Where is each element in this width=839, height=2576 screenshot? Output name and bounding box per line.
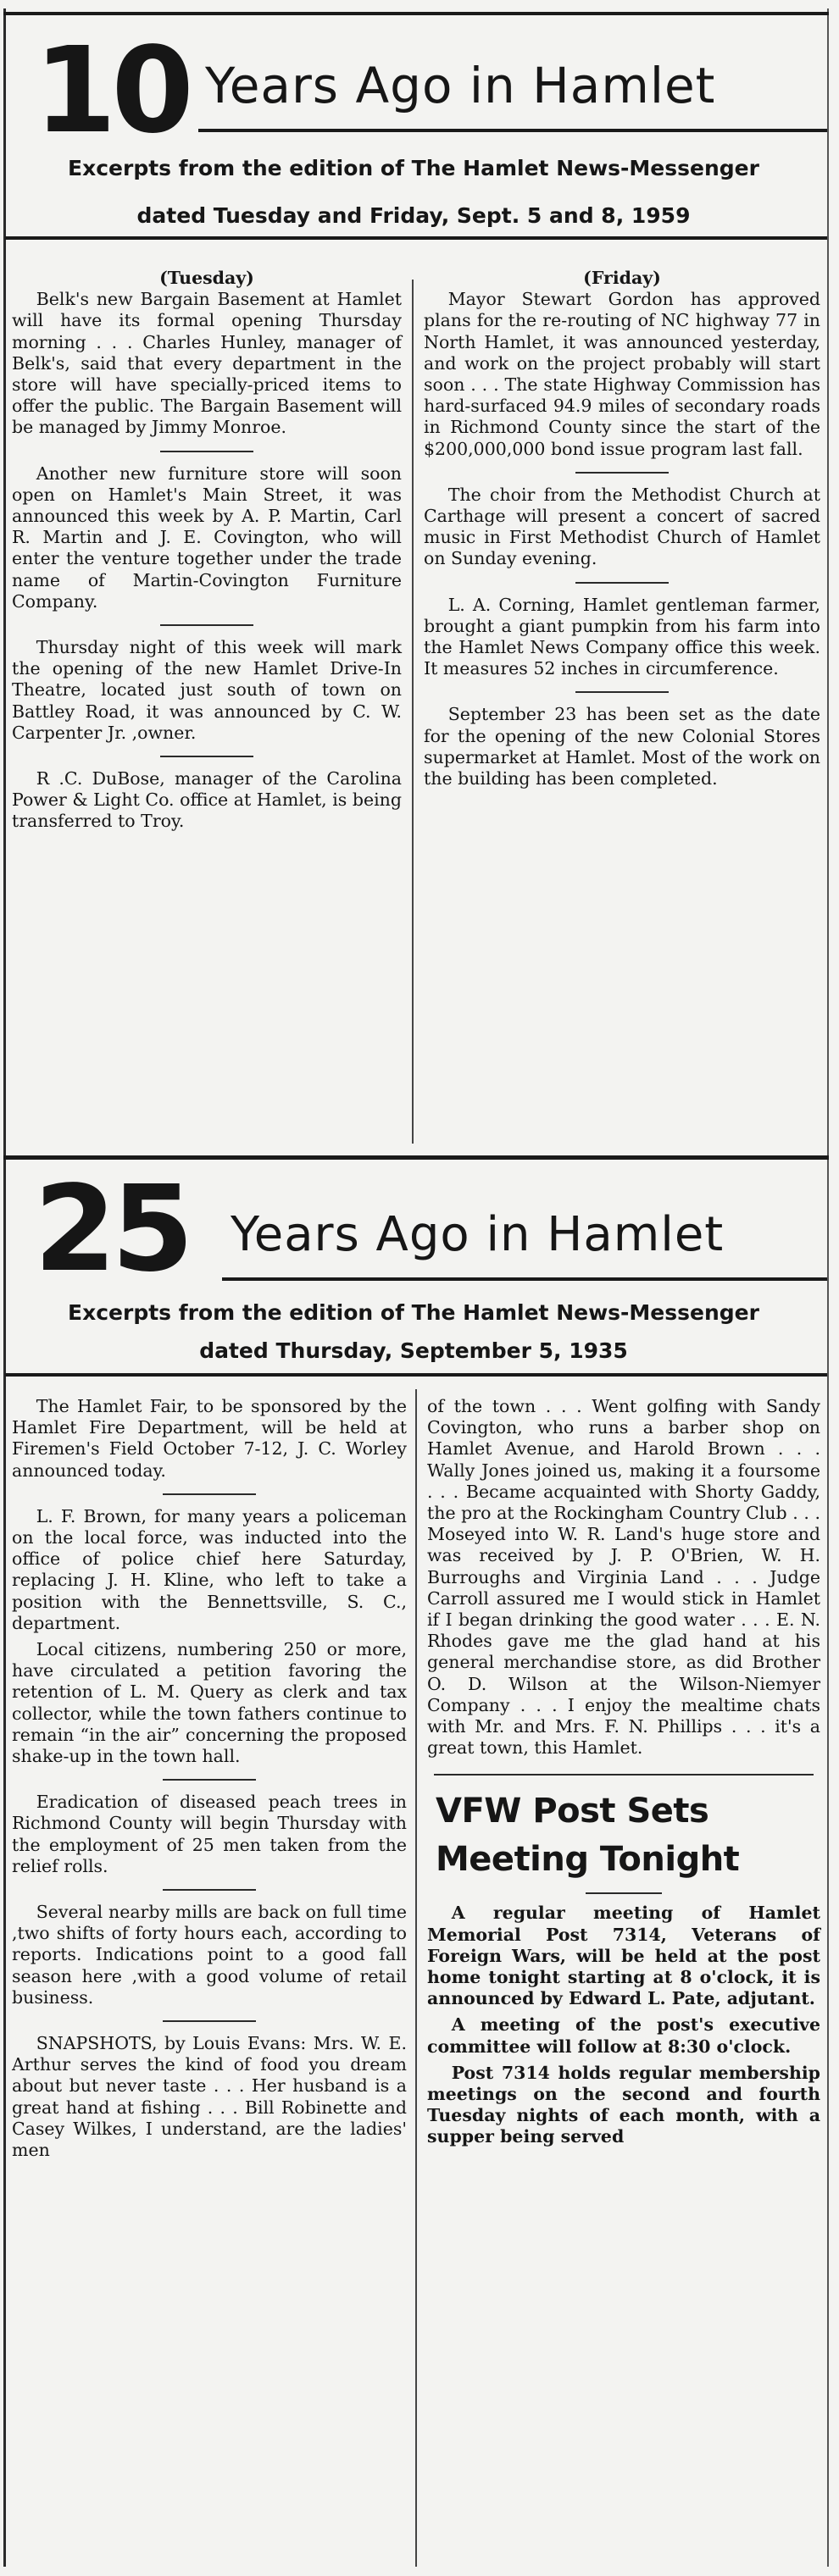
top-rule xyxy=(3,12,829,15)
section-25-top-rule xyxy=(3,1155,829,1160)
friday-item: L. A. Corning, Hamlet gentleman farmer, brought a giant pumpkin from his farm into the Hamlet News Company office this week. It measures 52 inches in circumference. xyxy=(424,594,820,679)
tuesday-item: Thursday night of this week will mark the opening of the new Hamlet Drive-In Theatre, located just south of town on Battley Road, it was announced by C. W. Carpenter Jr. ,owner. xyxy=(12,637,402,743)
news-item: Local citizens, numbering 250 or more, have circulated a petition favoring the retention of L. M. Query as clerk and tax collector, while the town fathers continue to remain “in the air” concerning the proposed shake-up in the town hall. xyxy=(12,1639,407,1767)
left-border xyxy=(3,8,6,2567)
section-25-header-rule xyxy=(5,1373,827,1377)
item-separator xyxy=(163,1889,256,1891)
news-item: The Hamlet Fair, to be sponsored by the Hamlet Fire Department, will be held at Firemen's Field October 7-12, J. C. Worley announced today. xyxy=(12,1396,407,1481)
vfw-item: A meeting of the post's executive committee will follow at 8:30 o'clock. xyxy=(427,2014,820,2057)
news-item: Several nearby mills are back on full time ,two shifts of forty hours each, according to reports. Indications point to a good fall season here ,with a good volume of retail business. xyxy=(12,1902,407,2008)
section-25-column-divider xyxy=(415,1389,417,2567)
vfw-item: Post 7314 holds regular membership meetings on the second and fourth Tuesday nights of each month, with a supper being served xyxy=(427,2062,820,2147)
section-10-title: Years Ago in Hamlet xyxy=(205,57,716,114)
section-10-friday-column xyxy=(424,268,820,789)
item-separator xyxy=(160,624,253,626)
item-separator xyxy=(163,1493,256,1495)
section-10-dated-line: dated Tuesday and Friday, Sept. 5 and 8, 1959 xyxy=(136,203,691,228)
section-25-title: Years Ago in Hamlet xyxy=(231,1207,725,1262)
section-10-excerpt-line: Excerpts from the edition of The Hamlet News-Messenger xyxy=(68,156,759,180)
item-separator xyxy=(160,451,253,452)
vfw-item: A regular meeting of Hamlet Memorial Post 7314, Veterans of Foreign Wars, will be held at the post home tonight starting at 8 o'clock, it is announced by Edward L. Pate, adjutant. xyxy=(427,1903,820,2009)
item-separator xyxy=(160,756,253,757)
snapshots-continued: of the town . . . Went golfing with Sandy Covington, who runs a barber shop on Hamlet Avenue, and Harold Brown . . . Wally Jones joined us, making it a foursome . . . Became acquainted with Shorty Gaddy, the pro at the Rockingham Country Club . . . Moseyed into W. R. Land's huge store and was received by J. P. O'Brien, W. H. Burroughs and Virginia Land . . . Judge Carroll assured me I would stick in Hamlet if I began drinking the good water . . . E. N. Rhodes gave me the glad hand at his general merchandise store, as did Brother O. D. Wilson at the Wilson-Niemyer Company . . . I enjoy the mealtime chats with Mr. and Mrs. F. N. Phillips . . . it's a great town, this Hamlet. xyxy=(427,1396,820,1759)
right-border xyxy=(827,8,829,2567)
item-separator xyxy=(575,582,669,584)
vfw-top-rule xyxy=(434,1774,814,1776)
section-10-number: 10 xyxy=(34,22,189,160)
item-separator xyxy=(163,2020,256,2022)
friday-item: Mayor Stewart Gordon has approved plans for the re-routing of NC highway 77 in North Hamlet, it was announced yesterday, and work on the project probably will start soon . . . The state Highway Commission has hard-surfaced 94.9 miles of secondary roads in Richmond County since the start of the $200,000,000 bond issue program last fall. xyxy=(424,289,820,459)
tuesday-item: R .C. DuBose, manager of the Carolina Power & Light Co. office at Hamlet, is being transferred to Troy. xyxy=(12,768,402,832)
section-25-title-underline xyxy=(222,1277,827,1281)
tuesday-heading: (Tuesday) xyxy=(159,268,254,288)
item-separator xyxy=(163,1779,256,1781)
section-25-right-column xyxy=(427,1396,820,2148)
news-item: Eradication of diseased peach trees in Richmond County will begin Thursday with the employment of 25 men taken from the relief rolls. xyxy=(12,1792,407,1876)
section-25-left-column xyxy=(12,1396,407,2161)
section-10-title-underline xyxy=(198,129,827,132)
section-10-column-divider xyxy=(412,280,414,1144)
vfw-headline-separator xyxy=(586,1892,662,1894)
item-separator xyxy=(575,691,669,693)
friday-item: The choir from the Methodist Church at Carthage will present a concert of sacred music in First Methodist Church of Hamlet on Sunday evening. xyxy=(424,484,820,569)
item-separator xyxy=(575,472,669,474)
vfw-article xyxy=(427,1787,820,1884)
friday-item: September 23 has been set as the date for the opening of the new Colonial Stores supermarket at Hamlet. Most of the work on the building has been completed. xyxy=(424,704,820,789)
vfw-headline-line-2: Meeting Tonight xyxy=(436,1840,740,1880)
section-25-excerpt-line: Excerpts from the edition of The Hamlet News-Messenger xyxy=(68,1300,759,1325)
section-10-tuesday-column xyxy=(12,268,402,833)
news-item: SNAPSHOTS, by Louis Evans: Mrs. W. E. Arthur serves the kind of food you dream about but never taste . . . Her husband is a great hand at fishing . . . Bill Robinette and Casey Wilkes, I understand, are the ladies' men xyxy=(12,2033,407,2161)
tuesday-item: Another new furniture store will soon open on Hamlet's Main Street, it was announced this week by A. P. Martin, Carl R. Martin and J. E. Covington, who will enter the venture together under the trade name of Martin-Covington Furniture Company. xyxy=(12,463,402,612)
tuesday-item: Belk's new Bargain Basement at Hamlet will have its formal opening Thursday morning . . . Charles Hunley, manager of Belk's, said that every department in the store will have specially-priced items to offer the public. The Bargain Basement will be managed by Jimmy Monroe. xyxy=(12,289,402,438)
section-25-dated-line: dated Thursday, September 5, 1935 xyxy=(199,1338,628,1363)
section-10-header-rule xyxy=(5,236,827,240)
friday-heading: (Friday) xyxy=(583,268,661,288)
section-25-number: 25 xyxy=(34,1161,189,1299)
news-item: L. F. Brown, for many years a policeman on the local force, was inducted into the office of police chief here Saturday, replacing J. H. Kline, who left to take a position with the Bennettsville, S. C., department. xyxy=(12,1505,407,1633)
vfw-headline-line-1: VFW Post Sets xyxy=(436,1792,709,1831)
